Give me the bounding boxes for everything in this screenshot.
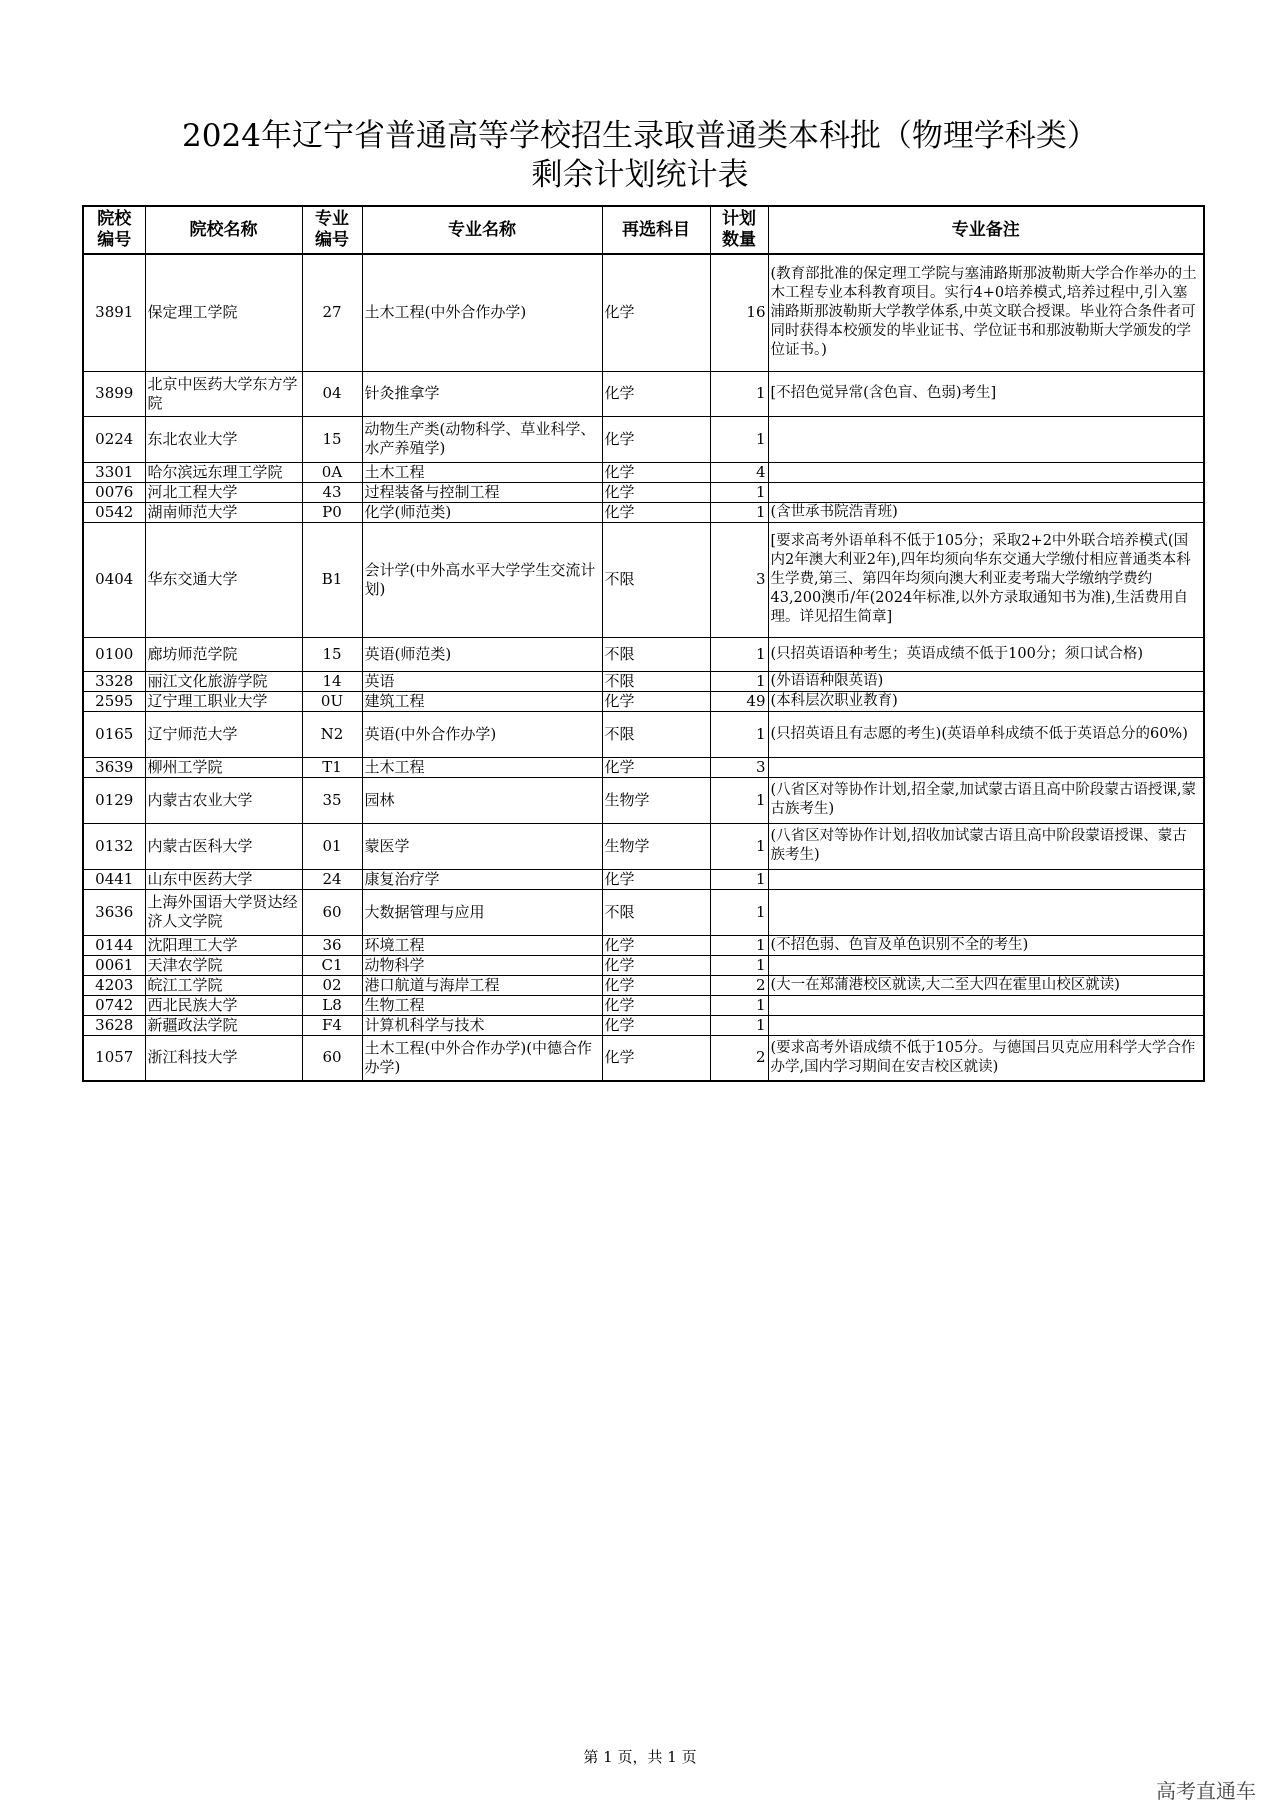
subject-cell: 化学 — [602, 975, 710, 995]
school-name-cell: 上海外国语大学贤达经济人文学院 — [145, 889, 302, 935]
major-note-cell — [768, 955, 1204, 975]
plan-count-cell: 1 — [710, 416, 768, 462]
school-code-cell: 0441 — [83, 869, 145, 889]
major-note-cell: (只招英语且有志愿的考生)(英语单科成绩不低于英语总分的60%) — [768, 711, 1204, 757]
school-name-cell: 北京中医药大学东方学院 — [145, 371, 302, 416]
plan-count-cell: 16 — [710, 254, 768, 371]
school-name-cell: 西北民族大学 — [145, 995, 302, 1015]
plan-count-cell: 1 — [710, 502, 768, 522]
school-code-cell: 3628 — [83, 1015, 145, 1035]
header-major-code — [302, 206, 362, 254]
school-code-cell: 0076 — [83, 482, 145, 502]
table-row — [83, 254, 1204, 371]
school-code-cell: 0129 — [83, 777, 145, 823]
major-code-cell: 27 — [302, 254, 362, 371]
header-line-1: 院校 — [97, 209, 132, 229]
major-note-cell — [768, 757, 1204, 777]
major-note-cell — [768, 995, 1204, 1015]
school-code-cell: 0742 — [83, 995, 145, 1015]
school-name-cell: 辽宁理工职业大学 — [145, 691, 302, 711]
table-row — [83, 482, 1204, 502]
school-name-cell: 山东中医药大学 — [145, 869, 302, 889]
major-code-cell: 43 — [302, 482, 362, 502]
school-code-cell: 1057 — [83, 1035, 145, 1081]
header-line-1: 计划 — [722, 209, 756, 229]
subject-cell: 不限 — [602, 711, 710, 757]
major-code-cell: F4 — [302, 1015, 362, 1035]
major-name-cell: 土木工程(中外合作办学)(中德合作办学) — [362, 1035, 602, 1081]
subject-cell: 化学 — [602, 502, 710, 522]
school-name-cell: 辽宁师范大学 — [145, 711, 302, 757]
major-note-cell — [768, 1015, 1204, 1035]
major-name-cell: 计算机科学与技术 — [362, 1015, 602, 1035]
school-code-cell: 0224 — [83, 416, 145, 462]
page-subtitle: 剩余计划统计表 — [531, 157, 749, 193]
school-code-cell: 0100 — [83, 637, 145, 671]
major-name-cell: 土木工程 — [362, 462, 602, 482]
header-count — [710, 206, 768, 254]
header-school-code — [83, 206, 145, 254]
subject-cell: 化学 — [602, 462, 710, 482]
plan-count-cell: 1 — [710, 371, 768, 416]
plan-count-cell: 1 — [710, 889, 768, 935]
major-note-cell: (含世承书院浩青班) — [768, 502, 1204, 522]
major-name-cell: 园林 — [362, 777, 602, 823]
major-name-cell: 康复治疗学 — [362, 869, 602, 889]
subject-cell: 不限 — [602, 522, 710, 637]
school-code-cell: 3636 — [83, 889, 145, 935]
table-row — [83, 935, 1204, 955]
subject-cell: 化学 — [602, 1015, 710, 1035]
major-name-cell: 过程装备与控制工程 — [362, 482, 602, 502]
subject-cell: 化学 — [602, 691, 710, 711]
school-name-cell: 东北农业大学 — [145, 416, 302, 462]
school-name-cell: 哈尔滨远东理工学院 — [145, 462, 302, 482]
table-row — [83, 955, 1204, 975]
school-name-cell: 天津农学院 — [145, 955, 302, 975]
major-name-cell: 蒙医学 — [362, 823, 602, 869]
major-note-cell — [768, 462, 1204, 482]
plan-count-cell: 3 — [710, 757, 768, 777]
plan-count-cell: 1 — [710, 869, 768, 889]
header-line-2: 编号 — [315, 230, 349, 250]
table-row — [83, 637, 1204, 671]
table-row — [83, 1015, 1204, 1035]
table-row — [83, 975, 1204, 995]
major-note-cell — [768, 482, 1204, 502]
major-code-cell: 60 — [302, 1035, 362, 1081]
table-row — [83, 823, 1204, 869]
subject-cell: 不限 — [602, 889, 710, 935]
major-code-cell: 14 — [302, 671, 362, 691]
major-note-cell: (只招英语语种考生；英语成绩不低于100分；须口试合格) — [768, 637, 1204, 671]
table-row — [83, 691, 1204, 711]
school-code-cell: 0144 — [83, 935, 145, 955]
school-name-cell: 新疆政法学院 — [145, 1015, 302, 1035]
header-line-1: 专业 — [315, 209, 349, 229]
school-code-cell: 3328 — [83, 671, 145, 691]
major-code-cell: T1 — [302, 757, 362, 777]
school-name-cell: 华东交通大学 — [145, 522, 302, 637]
table-row — [83, 777, 1204, 823]
major-code-cell: 0U — [302, 691, 362, 711]
subject-cell: 化学 — [602, 371, 710, 416]
header-line-2: 数量 — [722, 230, 756, 250]
school-code-cell: 0404 — [83, 522, 145, 637]
major-code-cell: N2 — [302, 711, 362, 757]
subject-cell: 不限 — [602, 637, 710, 671]
major-code-cell: 36 — [302, 935, 362, 955]
subject-cell: 化学 — [602, 1035, 710, 1081]
school-code-cell: 4203 — [83, 975, 145, 995]
major-note-cell: (教育部批准的保定理工学院与塞浦路斯那波勒斯大学合作举办的土木工程专业本科教育项目。实行4+0培养模式,培养过程中,引入塞浦路斯那波勒斯大学教学体系,中英文联合授课。毕业符合条件者可同时获得本校颁发的毕业证书、学位证书和那波勒斯大学颁发的学位证书。) — [768, 254, 1204, 371]
subject-cell: 化学 — [602, 955, 710, 975]
school-name-cell: 湖南师范大学 — [145, 502, 302, 522]
plan-count-cell: 1 — [710, 711, 768, 757]
plan-count-cell: 3 — [710, 522, 768, 637]
plan-count-cell: 49 — [710, 691, 768, 711]
major-name-cell: 化学(师范类) — [362, 502, 602, 522]
school-name-cell: 廊坊师范学院 — [145, 637, 302, 671]
school-code-cell: 0542 — [83, 502, 145, 522]
major-note-cell: (要求高考外语成绩不低于105分。与德国吕贝克应用科学大学合作办学,国内学习期间在安吉校区就读) — [768, 1035, 1204, 1081]
major-code-cell: 60 — [302, 889, 362, 935]
major-note-cell: (八省区对等协作计划,招收加试蒙古语且高中阶段蒙语授课、蒙古族考生) — [768, 823, 1204, 869]
major-name-cell: 英语(中外合作办学) — [362, 711, 602, 757]
page-footer: 第 1 页，共 1 页 — [583, 1748, 697, 1766]
major-code-cell: B1 — [302, 522, 362, 637]
header-note: 专业备注 — [768, 206, 1204, 254]
plan-count-cell: 2 — [710, 1035, 768, 1081]
major-note-cell: (八省区对等协作计划,招全蒙,加试蒙古语且高中阶段蒙古语授课,蒙古族考生) — [768, 777, 1204, 823]
major-code-cell: P0 — [302, 502, 362, 522]
school-name-cell: 沈阳理工大学 — [145, 935, 302, 955]
major-name-cell: 动物科学 — [362, 955, 602, 975]
major-note-cell — [768, 889, 1204, 935]
major-name-cell: 环境工程 — [362, 935, 602, 955]
table-row — [83, 371, 1204, 416]
subject-cell: 不限 — [602, 671, 710, 691]
table-row — [83, 462, 1204, 482]
major-name-cell: 土木工程 — [362, 757, 602, 777]
major-code-cell: 15 — [302, 637, 362, 671]
major-note-cell — [768, 869, 1204, 889]
header-subject: 再选科目 — [602, 206, 710, 254]
header-major-name: 专业名称 — [362, 206, 602, 254]
watermark: 高考直通车 — [1156, 1779, 1256, 1803]
table-row — [83, 869, 1204, 889]
major-note-cell: (本科层次职业教育) — [768, 691, 1204, 711]
subject-cell: 化学 — [602, 869, 710, 889]
major-note-cell — [768, 416, 1204, 462]
major-code-cell: 35 — [302, 777, 362, 823]
table-header-row — [83, 206, 1204, 254]
table-row — [83, 995, 1204, 1015]
school-name-cell: 浙江科技大学 — [145, 1035, 302, 1081]
major-code-cell: 15 — [302, 416, 362, 462]
school-code-cell: 2595 — [83, 691, 145, 711]
major-name-cell: 会计学(中外高水平大学学生交流计划) — [362, 522, 602, 637]
table-row — [83, 1035, 1204, 1081]
school-code-cell: 0132 — [83, 823, 145, 869]
major-code-cell: 01 — [302, 823, 362, 869]
subject-cell: 化学 — [602, 416, 710, 462]
major-code-cell: C1 — [302, 955, 362, 975]
subject-cell: 化学 — [602, 482, 710, 502]
subject-cell: 化学 — [602, 757, 710, 777]
plan-count-cell: 1 — [710, 955, 768, 975]
major-name-cell: 土木工程(中外合作办学) — [362, 254, 602, 371]
school-code-cell: 3301 — [83, 462, 145, 482]
school-name-cell: 皖江工学院 — [145, 975, 302, 995]
major-note-cell: [不招色觉异常(含色盲、色弱)考生] — [768, 371, 1204, 416]
subject-cell: 化学 — [602, 254, 710, 371]
school-code-cell: 0061 — [83, 955, 145, 975]
page-title: 2024年辽宁省普通高等学校招生录取普通类本科批（物理学科类） — [182, 118, 1098, 154]
school-name-cell: 保定理工学院 — [145, 254, 302, 371]
major-name-cell: 建筑工程 — [362, 691, 602, 711]
plan-count-cell: 1 — [710, 777, 768, 823]
plan-count-cell: 1 — [710, 671, 768, 691]
plan-count-cell: 1 — [710, 935, 768, 955]
header-line-2: 编号 — [97, 230, 132, 250]
major-note-cell: (外语语种限英语) — [768, 671, 1204, 691]
plan-count-cell: 1 — [710, 637, 768, 671]
table-row — [83, 502, 1204, 522]
plan-count-cell: 1 — [710, 995, 768, 1015]
school-code-cell: 3639 — [83, 757, 145, 777]
major-code-cell: 24 — [302, 869, 362, 889]
major-name-cell: 大数据管理与应用 — [362, 889, 602, 935]
plan-count-cell: 4 — [710, 462, 768, 482]
school-name-cell: 内蒙古医科大学 — [145, 823, 302, 869]
major-name-cell: 港口航道与海岸工程 — [362, 975, 602, 995]
plan-count-cell: 1 — [710, 823, 768, 869]
major-name-cell: 针灸推拿学 — [362, 371, 602, 416]
school-code-cell: 3891 — [83, 254, 145, 371]
major-code-cell: 02 — [302, 975, 362, 995]
major-name-cell: 英语(师范类) — [362, 637, 602, 671]
major-note-cell: (不招色弱、色盲及单色识别不全的考生) — [768, 935, 1204, 955]
plan-table — [82, 205, 1205, 1082]
school-name-cell: 河北工程大学 — [145, 482, 302, 502]
major-name-cell: 生物工程 — [362, 995, 602, 1015]
table-row — [83, 671, 1204, 691]
plan-count-cell: 2 — [710, 975, 768, 995]
major-note-cell: [要求高考外语单科不低于105分；采取2+2中外联合培养模式(国内2年澳大利亚2年),四年均须向华东交通大学缴付相应普通类本科生学费,第三、第四年均须向澳大利亚麦考瑞大学缴纳学费约43,200澳币/年(2024年标准,以外方录取通知书为准),生活费用自理。详见招生简章] — [768, 522, 1204, 637]
major-code-cell: 04 — [302, 371, 362, 416]
major-note-cell: (大一在郑蒲港校区就读,大二至大四在霍里山校区就读) — [768, 975, 1204, 995]
header-school-name: 院校名称 — [145, 206, 302, 254]
table-row — [83, 711, 1204, 757]
table-row — [83, 757, 1204, 777]
major-name-cell: 动物生产类(动物科学、草业科学、水产养殖学) — [362, 416, 602, 462]
school-name-cell: 柳州工学院 — [145, 757, 302, 777]
school-name-cell: 丽江文化旅游学院 — [145, 671, 302, 691]
subject-cell: 化学 — [602, 995, 710, 1015]
major-code-cell: L8 — [302, 995, 362, 1015]
table-row — [83, 522, 1204, 637]
subject-cell: 生物学 — [602, 823, 710, 869]
major-code-cell: 0A — [302, 462, 362, 482]
table-row — [83, 416, 1204, 462]
subject-cell: 化学 — [602, 935, 710, 955]
school-code-cell: 0165 — [83, 711, 145, 757]
plan-count-cell: 1 — [710, 482, 768, 502]
major-name-cell: 英语 — [362, 671, 602, 691]
school-code-cell: 3899 — [83, 371, 145, 416]
school-name-cell: 内蒙古农业大学 — [145, 777, 302, 823]
subject-cell: 生物学 — [602, 777, 710, 823]
table-row — [83, 889, 1204, 935]
plan-count-cell: 1 — [710, 1015, 768, 1035]
